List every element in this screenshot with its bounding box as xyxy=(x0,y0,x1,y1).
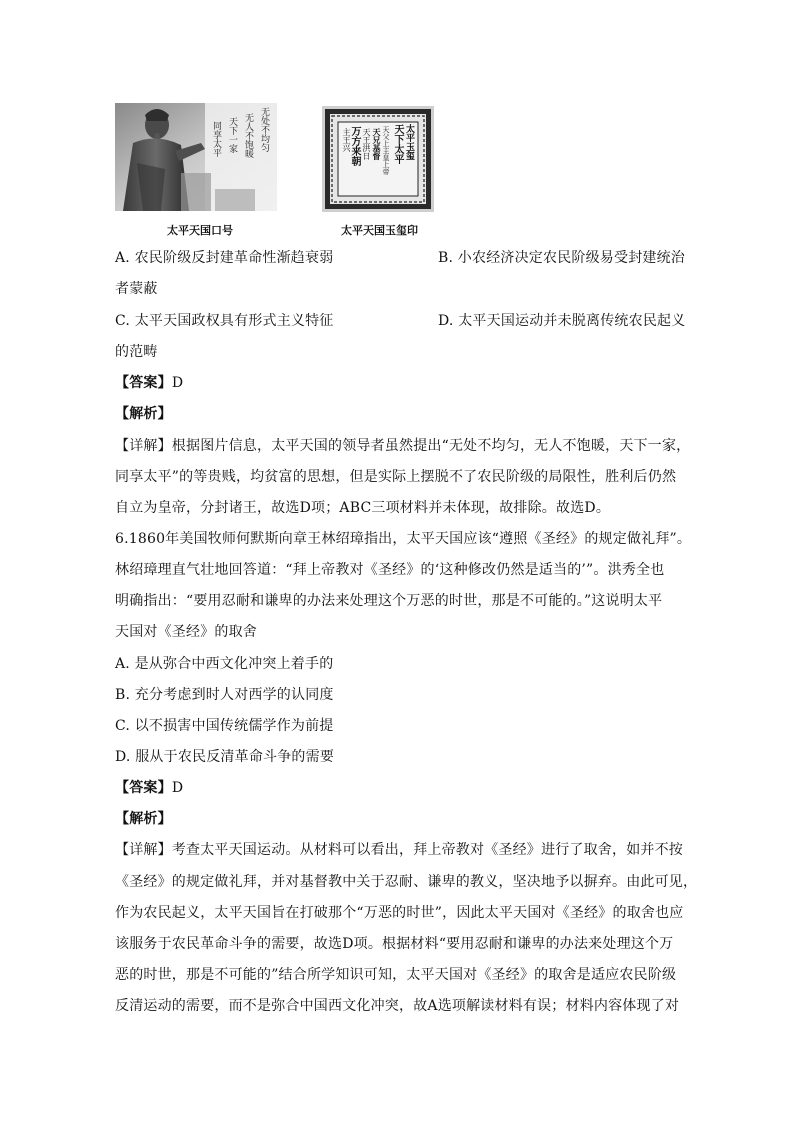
q6-option-c: C. 以不损害中国传统儒学作为前提 xyxy=(115,718,334,734)
q5-detail-line-3: 自立为皇帝，分封诸王，故选D项；ABC三项材料并未体现，故排除。故选D。 xyxy=(115,500,611,516)
seal-line-7: 主王兴 xyxy=(342,128,351,152)
q6-answer-value: D xyxy=(171,780,184,796)
seal-line-4: 天兄基督 xyxy=(372,128,382,160)
q5-analysis-tag: 【解析】 xyxy=(115,406,172,422)
q6-stem-line-3: 明确指出：“要用忍耐和谦卑的办法来处理这个万恶的时世，那是不可能的。”这说明太平 xyxy=(115,593,663,609)
q6-detail-line-4: 该服务于农民革命斗争的需要，故选D项。根据材料“要用忍耐和谦卑的办法来处理这个万 xyxy=(115,936,674,952)
slogan-photo xyxy=(115,103,277,211)
q6-detail-line-5: 恶的时世，那是不可能的”结合所学知识可知，太平天国对《圣经》的取舍是适应农民阶级 xyxy=(115,967,677,983)
q6-analysis-tag: 【解析】 xyxy=(115,811,172,827)
slogan-line-2: 无人不饱暖 xyxy=(243,113,253,158)
seal-line-2: 天下太平 xyxy=(392,124,403,164)
q5-option-b-cont: 者蒙蔽 xyxy=(115,281,158,297)
seal-line-3: 天父上主皇上帝 xyxy=(382,126,390,175)
q5-option-b: B. 小农经济决定农民阶级易受封建统治 xyxy=(438,250,685,266)
slogan-line-3: 天下一家 xyxy=(227,117,237,153)
seal-image xyxy=(322,106,434,212)
q5-option-d-cont: 的范畴 xyxy=(115,344,158,360)
q5-option-a: A. 农民阶级反封建革命性渐趋衰弱 xyxy=(115,250,334,266)
q6-answer-tag: 【答案】 xyxy=(115,780,172,796)
q6-detail-line-1: 【详解】考查太平天国运动。从材料可以看出，拜上帝教对《圣经》进行了取舍，如并不按 xyxy=(115,842,683,858)
q5-detail-line-2: 同享太平”的等贵贱，均贫富的思想，但是实际上摆脱不了农民阶级的局限性，胜利后仍然 xyxy=(115,469,677,485)
seal-inscription xyxy=(342,124,414,194)
slogan-text-block xyxy=(209,107,275,187)
seal-line-1: 太平玉玺 xyxy=(404,124,414,160)
q6-option-b: B. 充分考虑到时人对西学的认同度 xyxy=(115,687,334,703)
slogan-line-4: 同享太平 xyxy=(211,121,221,157)
q6-stem-line-2: 林绍璋理直气壮地回答道：“拜上帝教对《圣经》的‘这种修改仍然是适当的’”。洪秀全也 xyxy=(115,562,665,578)
slogan-line-1: 无处不均匀 xyxy=(259,107,269,152)
q6-detail-line-6: 反清运动的需要，而不是弥合中国西文化冲突，故A选项解读材料有误；材料内容体现了对 xyxy=(115,998,680,1014)
q6-stem-line-4: 天国对《圣经》的取舍 xyxy=(115,624,257,640)
seal-line-5: 天王洪日 xyxy=(362,128,371,160)
q6-stem-line-1: 6.1860年美国牧师何默斯向章王林绍璋指出，太平天国应该“遵照《圣经》的规定做礼拜”。 xyxy=(115,531,692,547)
q5-answer-value: D xyxy=(171,375,184,391)
q6-option-d: D. 服从于农民反清革命斗争的需要 xyxy=(115,749,335,765)
seal-line-6: 万方来朝 xyxy=(349,126,360,166)
q5-answer xyxy=(115,373,183,393)
q6-option-a: A. 是从弥合中西文化冲突上着手的 xyxy=(115,656,334,672)
q5-answer-tag: 【答案】 xyxy=(115,375,172,391)
q6-answer xyxy=(115,778,183,798)
slogan-photo-caption: 太平天国口号 xyxy=(167,224,233,237)
q6-detail-line-3: 作为农民起义，太平天国旨在打破那个“万恶的时世”，因此太平天国对《圣经》的取舍也应 xyxy=(115,905,684,921)
q6-detail-line-2: 《圣经》的规定做礼拜，并对基督教中关于忍耐、谦卑的教义，坚决地予以摒弃。由此可见， xyxy=(115,874,698,890)
q5-detail-line-1: 【详解】根据图片信息，太平天国的领导者虽然提出“无处不均匀，无人不饱暖，天下一家， xyxy=(115,438,691,454)
seal-caption: 太平天国玉玺印 xyxy=(341,224,418,237)
q5-option-d: D. 太平天国运动并未脱离传统农民起义 xyxy=(438,313,686,329)
q5-option-c: C. 太平天国政权具有形式主义特征 xyxy=(115,313,334,329)
